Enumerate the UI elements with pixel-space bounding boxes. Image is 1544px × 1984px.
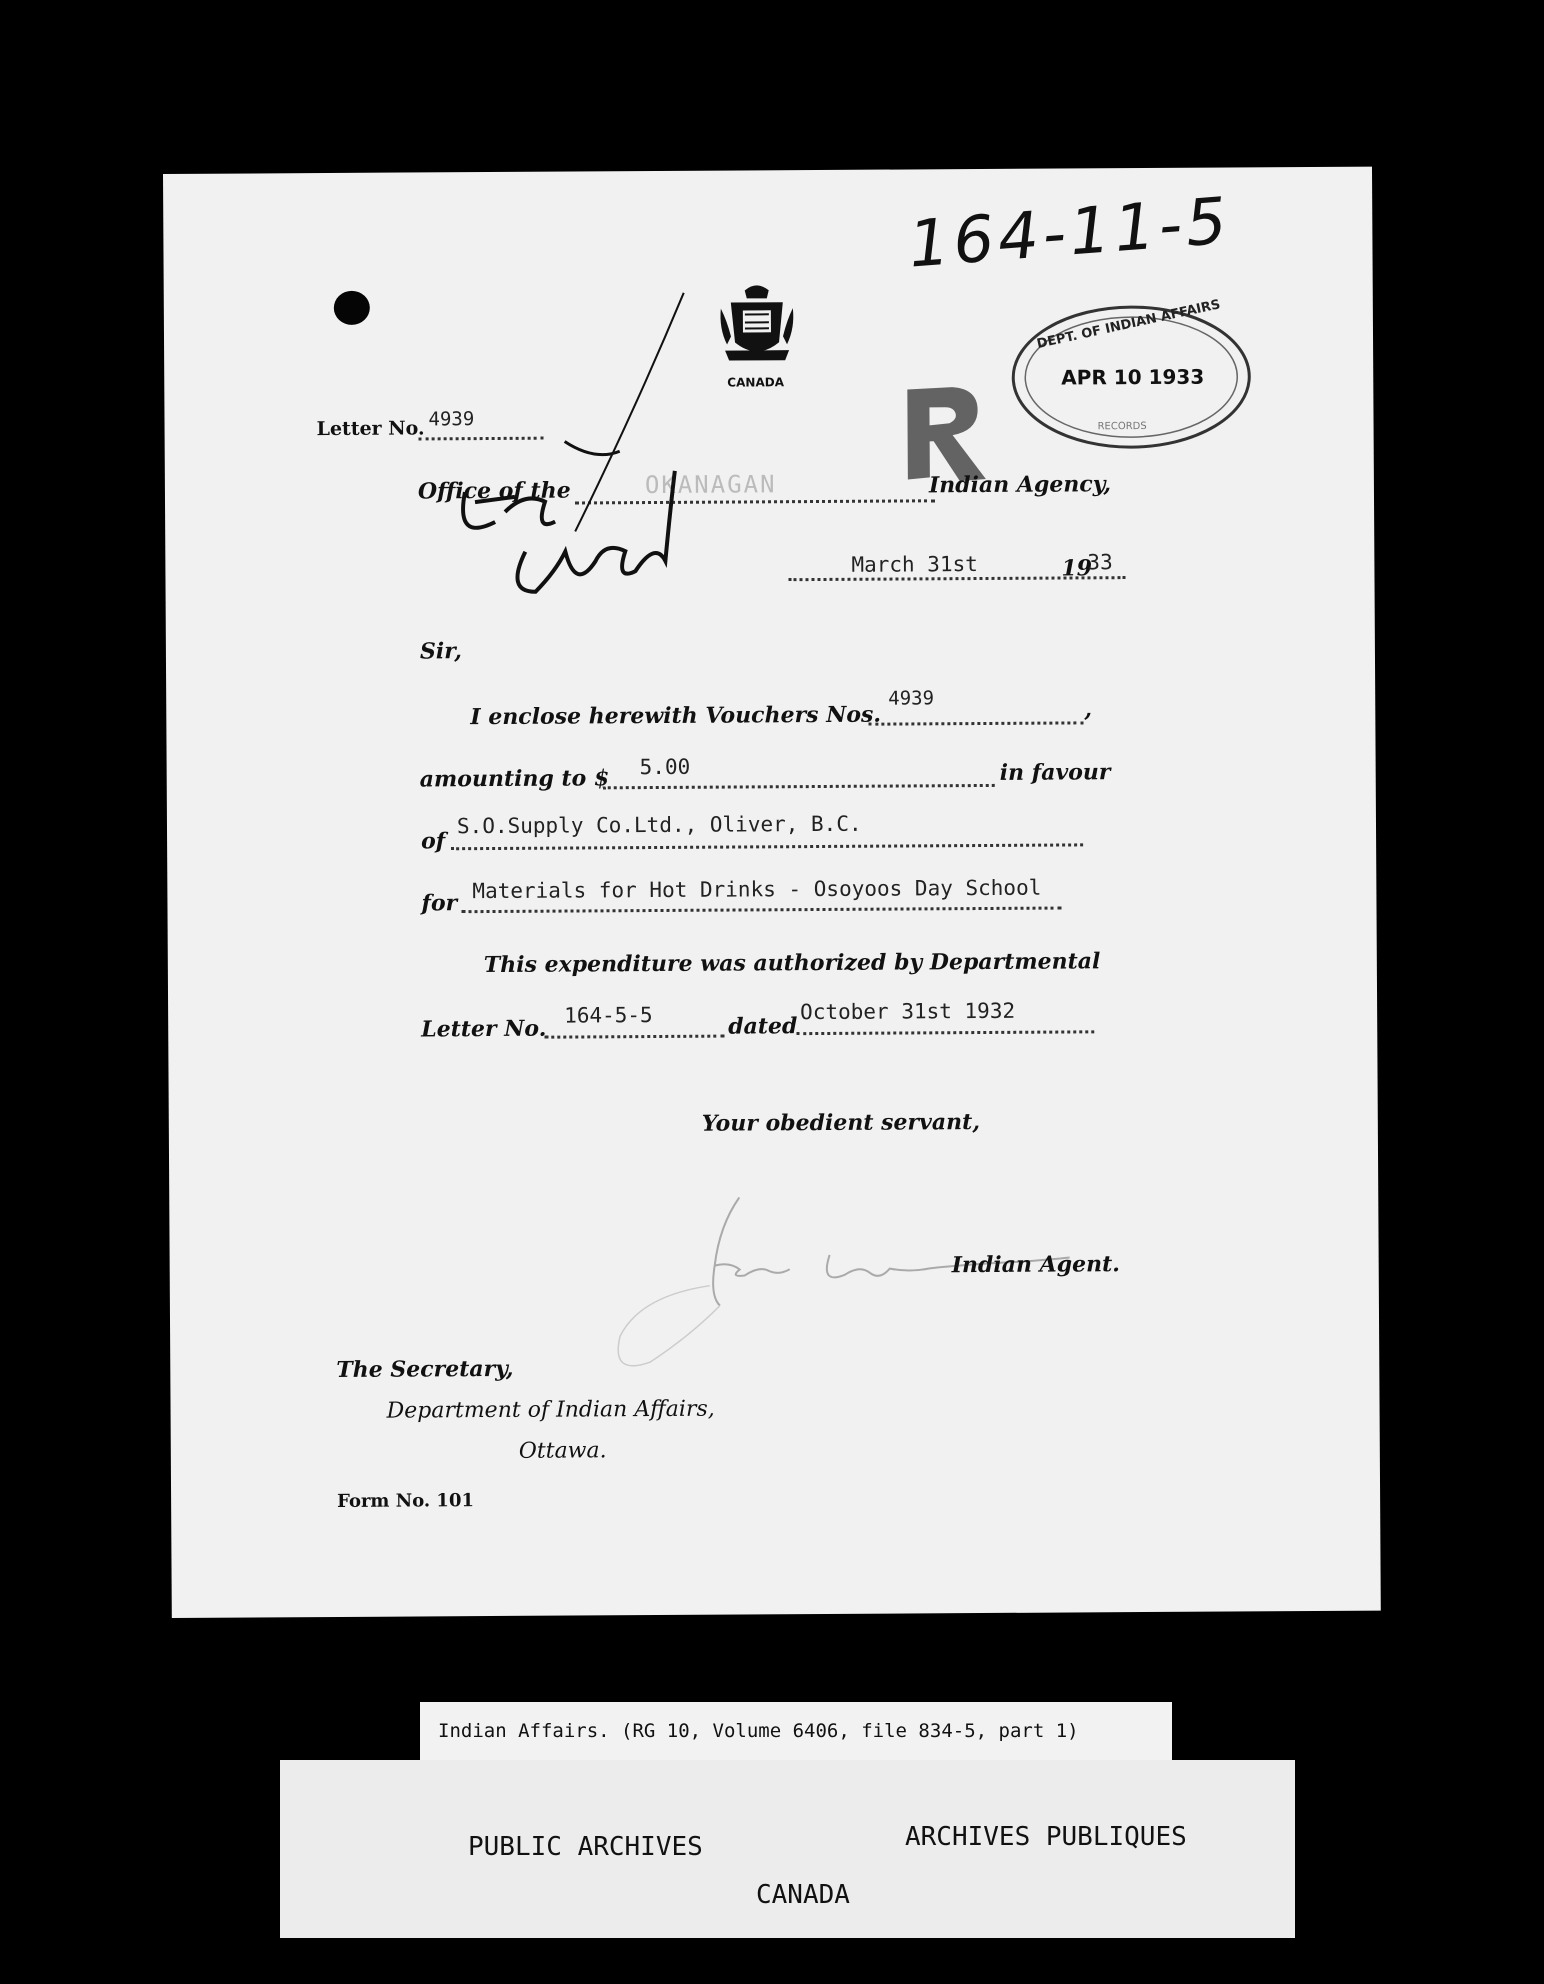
closing: Your obedient servant, — [701, 1109, 981, 1137]
letter-no-label: Letter No. — [316, 417, 425, 441]
stamp-top-text: DEPT. OF INDIAN AFFAIRS — [1035, 297, 1222, 352]
punch-hole — [334, 291, 370, 325]
canada-crest-icon — [717, 280, 798, 372]
received-date-stamp — [1009, 297, 1255, 451]
archive-strip — [280, 1760, 1295, 1938]
date-value: March 31st — [851, 552, 978, 577]
salutation: Sir, — [419, 638, 462, 665]
year-suffix: 33 — [1087, 550, 1113, 575]
addressee-line3: Ottawa. — [518, 1438, 607, 1464]
stamp-bottom-text: RECORDS — [1097, 420, 1147, 433]
stamp-date: APR 10 1933 — [1061, 364, 1205, 390]
letter-no-value: 4939 — [428, 408, 475, 431]
archive-country: CANADA — [756, 1880, 850, 1910]
archive-right-label: ARCHIVES PUBLIQUES — [905, 1822, 1187, 1852]
purpose-dotted-line — [462, 907, 1062, 914]
authorized-text: This expenditure was authorized by Departmental — [483, 948, 1101, 979]
auth-date-dotted-line — [796, 1030, 1094, 1035]
amount-value: 5.00 — [639, 754, 691, 780]
voucher-letter-page — [163, 167, 1381, 1618]
archive-citation: Indian Affairs. (RG 10, Volume 6406, file 834-5, part 1) — [438, 1720, 1079, 1742]
office-of-label: Office of the — [417, 477, 571, 505]
archive-citation-label — [420, 1702, 1172, 1764]
auth-letter-no-label: Letter No. — [421, 1015, 547, 1043]
amounting-label: amounting to $ — [419, 765, 610, 793]
dated-label: dated — [728, 1013, 798, 1040]
indian-agency-label: Indian Agency, — [928, 471, 1112, 499]
payee-value: S.O.Supply Co.Ltd., Oliver, B.C. — [456, 811, 862, 839]
vouchers-dotted-line — [868, 721, 1083, 725]
for-label: for — [421, 890, 458, 917]
handwritten-file-reference: 164-11-5 — [906, 184, 1234, 283]
vouchers-comma: , — [1084, 696, 1093, 723]
archive-left-label: PUBLIC ARCHIVES — [468, 1832, 703, 1862]
voucher-numbers: 4939 — [888, 687, 935, 710]
purpose-value: Materials for Hot Drinks - Osoyoos Day School — [472, 875, 1042, 904]
auth-letter-no: 164-5-5 — [564, 1003, 653, 1028]
form-number: Form No. 101 — [337, 1490, 475, 1512]
agent-signature — [569, 1183, 1090, 1376]
addressee-line2: Department of Indian Affairs, — [386, 1396, 715, 1424]
agency-name: OKANAGAN — [644, 470, 777, 500]
year-prefix: 19 — [1061, 555, 1093, 582]
crest-caption: CANADA — [727, 375, 784, 390]
addressee-line1: The Secretary, — [336, 1355, 514, 1383]
payee-dotted-line — [451, 843, 1083, 850]
of-label: of — [421, 828, 446, 855]
auth-date: October 31st 1932 — [800, 998, 1016, 1025]
enclose-label: I enclose herewith Vouchers Nos. — [470, 701, 882, 731]
in-favour-label: in favour — [999, 759, 1111, 786]
signatory-title: Indian Agent. — [951, 1251, 1120, 1279]
handwritten-notation — [434, 291, 706, 633]
auth-letter-dotted-line — [544, 1035, 724, 1039]
amount-dotted-line — [603, 784, 995, 789]
